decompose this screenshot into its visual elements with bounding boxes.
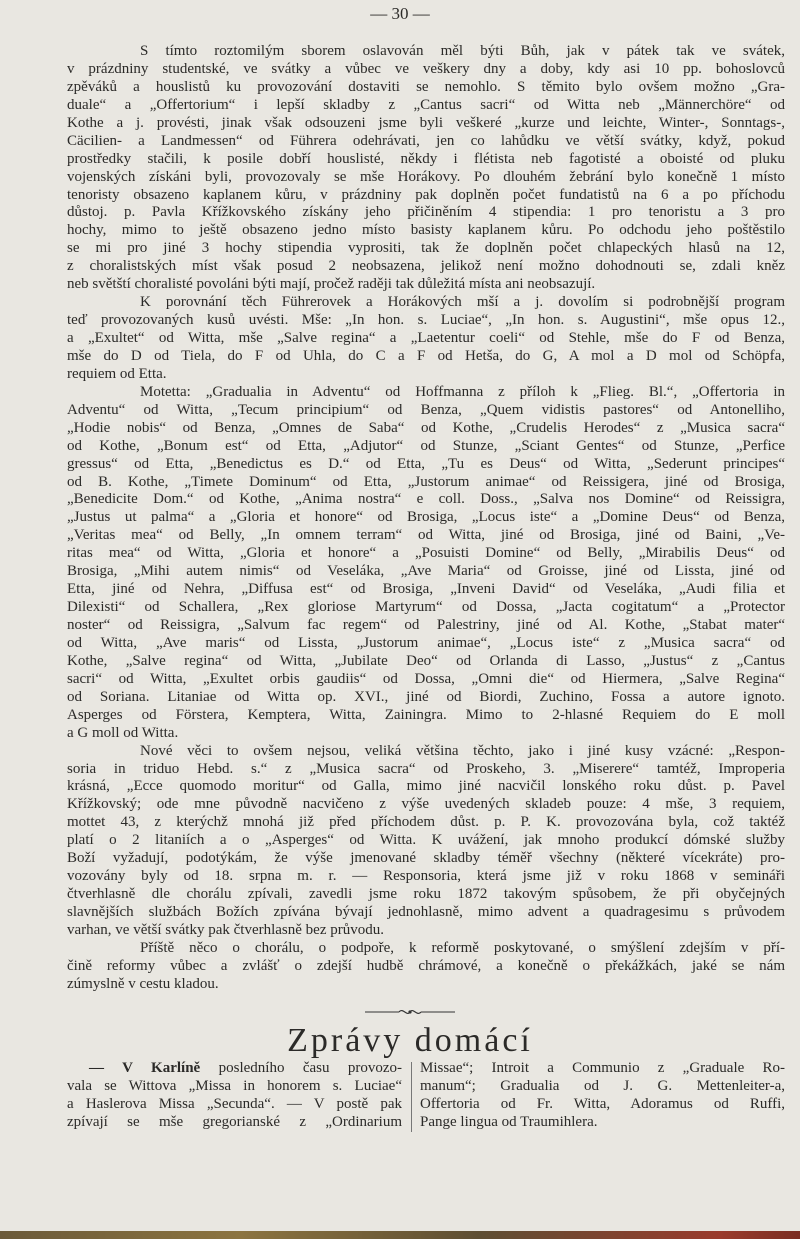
text-line: „Benedicite Dom.“ od Kothe, „Anima nostra“ e coll. Doss., „Salva nos Domine“ od Reissigra, bbox=[67, 491, 785, 508]
news-line: Pange lingua od Traumihlera. bbox=[420, 1113, 598, 1130]
news-line: a Haslerova Missa „Secunda“. — V postě pak bbox=[67, 1095, 402, 1112]
page-number: — 30 — bbox=[370, 4, 430, 23]
text-line: Cäcilien- a Landmessen“ od Führera odehrávati, jen co lahůdku ve větší svátky, když, pokud bbox=[67, 132, 785, 149]
text-line: Etta, jiné od Nehra, „Diffusa est“ od Brosiga, „Inveni David“ od Veseláka, „Audi filia et bbox=[67, 581, 785, 598]
text-line: se mi pro jiné 3 hochy stipendia vyprositi, tak že doplněn počet chlapeckých hlasů na 12, bbox=[67, 240, 785, 257]
news-line: manum“; Gradualia od J. G. Mettenleiter-a, bbox=[420, 1077, 785, 1094]
news-line: vala se Wittova „Missa in honorem s. Luciae“ bbox=[67, 1077, 402, 1094]
news-lead: — V Karlíně bbox=[89, 1060, 201, 1076]
text-line: duale“ a „Offertorium“ i lepší skladby z „Cantus sacri“ od Witta neb „Männerchöre“ od bbox=[67, 96, 785, 113]
text-line: „Veritas mea“ od Belly, „In omnem terram“ od Witta, jiné od Brosiga, jiné od Baini, „Ve- bbox=[67, 527, 785, 544]
text-line: Nové věci to ovšem nejsou, veliká většina těchto, jako i jiné kusy vzácné: „Respon- bbox=[140, 742, 785, 759]
text-line: Křížkovský; ode mne původně nacvičeno z výše uvedených skladeb pouze: 4 mše, 3 requiem, bbox=[67, 796, 785, 813]
paragraph bbox=[67, 743, 785, 940]
news-line: Missae“; Introit a Communio z „Graduale Ro- bbox=[420, 1060, 785, 1076]
text-line: Asperges od Förstera, Kemptera, Witta, Zainingra. Mimo to 2-hlasné Requiem do E moll bbox=[67, 706, 785, 723]
news-line: posledního času provozo- bbox=[218, 1060, 403, 1076]
text-line: v prázdniny studentské, ve svátky a vůbec ve veškery dny a doby, kdy asi 10 pp. bohoslovců bbox=[67, 60, 785, 77]
section-title: Zprávy domácí bbox=[287, 1022, 533, 1059]
text-line: teď provozovaných kusů uvésti. Mše: „In hon. s. Luciae“, „In hon. s. Augustini“, mše opus 12., bbox=[67, 312, 785, 329]
text-line: neb světští choralisté povoláni býti mají, pročež raději tak důležitá místa ani neobsazují. bbox=[67, 276, 596, 293]
text-line: gressus“ od Etta, „Benedictus es D.“ od Etta, „Tu es Deus“ od Witta, „Sederunt principes“ bbox=[67, 455, 785, 472]
article-body bbox=[67, 43, 785, 994]
news-line: Offertoria od Fr. Witta, Adoramus od Ruffi, bbox=[420, 1095, 785, 1112]
text-line: a „Exultet“ od Witta, mše „Salve regina“ a „Laetentur coeli“ od Stehle, mše do F od Benza, bbox=[67, 330, 785, 346]
text-line: Kothe, „Salve regina“ od Witta, „Jubilate Deo“ od Orlanda di Lasso, „Justus“ z „Cantus bbox=[67, 652, 785, 669]
text-line: Motetta: „Gradualia in Adventu“ od Hoffmanna z příloh k „Flieg. Bl.“, „Offertoria in bbox=[140, 383, 785, 400]
text-line: zpěváků a houslistů ku provozování dostaviti se nemohlo. S těmito bylo ovšem možno „Gra- bbox=[67, 78, 785, 95]
text-line: tenoristy obsazeno kaplanem kůru, v prázdniny pak doplněn počet fundatistů na 6 a po příchodu bbox=[67, 186, 785, 203]
text-line: platí o 2 litaniích a o „Asperges“ od Witta. K uvážení, jak mnoho produkcí dómské služby bbox=[67, 832, 785, 849]
text-line: vozovány byly od 18. srpna m. r. — Responsoria, která jsme již v roku 1868 v semináři bbox=[67, 868, 785, 885]
text-line: od Kothe, „Bonum est“ od Etta, „Adjutor“ od Stunze, „Sciant Gentes“ od Stunze, „Perfice bbox=[67, 437, 785, 454]
text-line: a G moll od Witta. bbox=[67, 724, 179, 741]
text-line: sacri“ od Witta, „Exultet orbis gaudiis“ od Dossa, „Omni die“ od Hiermera, „Salve Regina“ bbox=[67, 670, 785, 687]
text-line: čině reformy vůbec a zvlášť o zdejší hudbě chrámové, a konečně o překážkách, jaké se nám bbox=[67, 957, 785, 974]
text-line: vojenských získáni byli, provozovaly se mše Horákovy. Po dlouhém žebrání bylo konečně 1 místo bbox=[67, 168, 785, 185]
text-line: hochy, mimo to ještě obsazeno jedno místo basisty kaplanem kůru. Po odchodu jeho poštěstilo bbox=[67, 222, 785, 239]
text-line: ritas mea“ od Witta, „Gloria et honore“ a „Posuisti Domine“ od Belly, „Mirabilis Deus“ od bbox=[67, 545, 785, 562]
news-line: zpívají se mše gregorianské z „Ordinarium bbox=[67, 1113, 402, 1130]
page-edge-strip bbox=[0, 1231, 800, 1239]
news-column-left bbox=[67, 1060, 402, 1132]
text-line: z choralistských míst však posud 2 neobsazena, jelikož není možno dohodnouti se, zdali kněz bbox=[67, 258, 785, 275]
text-line: Kothe a j. provésti, jinak však odsouzeni jsme byli veškeré „kurze und leichte, Winter-, Sonntags-, bbox=[67, 114, 785, 131]
text-line: od Soriana. Litaniae od Witta op. XVI., jiné od Biordi, Zuchino, Fossa a autore ignoto. bbox=[67, 688, 785, 705]
text-line: prostředky stačili, k posile dobří houslisté, někdy i flétista neb fagotisté a oboisté od pluku bbox=[67, 150, 785, 167]
text-line: varhan, ve větší svátky pak čtverhlasně bez průvodu. bbox=[67, 921, 384, 938]
text-line: soria in triduo Hebd. s.“ z „Musica sacra“ od Proskeho, 3. „Miserere“ tamtéž, Improperia bbox=[67, 760, 785, 777]
text-line: mottet 43, z kterýchž mnohá již před příchodem důst. p. P. K. provozována byla, což taktéž bbox=[67, 814, 785, 831]
text-line: krásná, „Ecce quomodo moritur“ od Galla, mimo jiné nacvičil lonského roku důst. p. Pavel bbox=[67, 778, 785, 795]
column-divider bbox=[411, 1062, 412, 1132]
text-line: Brosiga, „Mihi autem nimis“ od Veseláka, „Ave Maria“ od Groisse, jiné od Lissta, jiné od bbox=[67, 563, 785, 580]
text-line: K porovnání těch Führerovek a Horákových mší a j. dovolím si podrobnější program bbox=[140, 294, 785, 311]
text-line: Boží vyžadují, podotýkám, že výše jmenované skladby téměř všechny (některé vícekráte) pro- bbox=[67, 850, 785, 867]
text-line: důstoj. p. Pavla Křížkovského získány jeho přičiněním 4 stipendia: 1 pro tenoristu a 3 pro bbox=[67, 204, 785, 221]
paragraph bbox=[67, 43, 785, 294]
paragraph bbox=[67, 384, 785, 743]
text-line: noster“ od Reissigra, „Salvum fac regem“ od Palestriny, jiné od Al. Kothe, „Stabat mater“ bbox=[67, 617, 785, 633]
text-line: čtverhlasně dle chorálu zpívali, zavedli jsme roku 1872 takovým spůsobem, že při obyčejných bbox=[67, 886, 785, 903]
text-line: mše do D od Tiela, do F od Uhla, do C a F od Hetša, do G, A mol a D mol od Schöpfa, bbox=[67, 347, 785, 364]
text-line: „Hodie nobis“ od Benza, „Omnes de Saba“ od Kothe, „Crudelis Herodes“ z „Musica sacra“ bbox=[67, 419, 785, 436]
text-line: Adventu“ od Witta, „Tecum principium“ od Benza, „Quem vidistis pastores“ od Antonelliho, bbox=[67, 401, 785, 418]
text-line: slavnějších službách Božích zpívána bývají jednohlasně, mimo advent a quadragesimu s průvodem bbox=[67, 904, 785, 920]
text-line: zúmyslně v cestu kladou. bbox=[67, 975, 219, 992]
text-line: od B. Kothe, „Timete Dominum“ od Etta, „Justorum animae“ od Reissigera, jiné od Brosiga, bbox=[67, 473, 785, 490]
news-column-right bbox=[420, 1060, 785, 1132]
text-line: Příště něco o chorálu, o podpoře, k reformě poskytované, o smýšlení zdejším v pří- bbox=[140, 939, 785, 956]
text-line: requiem od Etta. bbox=[67, 365, 167, 382]
ornament-divider-icon bbox=[365, 1006, 455, 1018]
paragraph bbox=[67, 294, 785, 384]
text-line: od Witta, „Ave maris“ od Lissta, „Justorum animae“, „Locus iste“ z „Musica sacra“ od bbox=[67, 634, 785, 651]
text-line: „Justus ut palma“ a „Gloria et honore“ od Brosiga, „Locus iste“ a „Domine Deus“ od Benza, bbox=[67, 509, 785, 526]
text-line: Dilexisti“ od Schallera, „Rex gloriose Martyrum“ od Dossa, „Jacta cogitatum“ a „Protector bbox=[67, 599, 785, 616]
paragraph bbox=[67, 940, 785, 994]
text-line: S tímto roztomilým sborem oslavován měl býti Bůh, jak v pátek tak ve svátek, bbox=[140, 43, 785, 59]
